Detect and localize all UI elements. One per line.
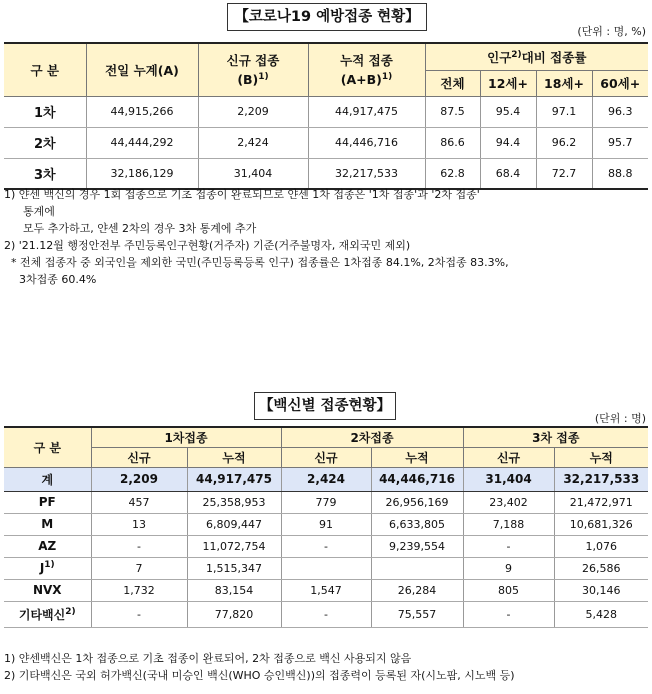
cell-d2n: 91	[281, 513, 371, 535]
cell-r12: 95.4	[480, 96, 536, 127]
header-population-rate	[425, 43, 648, 70]
cell-all: 87.5	[425, 96, 480, 127]
cell-d3n: 31,404	[463, 467, 554, 491]
cell-cum: 44,446,716	[308, 127, 425, 158]
footnotes-section1	[4, 186, 650, 288]
header-cum-sup: 1)	[381, 71, 393, 82]
unit-label: (단위 : 명, %)	[577, 25, 646, 38]
cell-r60: 95.7	[592, 127, 648, 158]
cell-all: 86.6	[425, 127, 480, 158]
row-label	[4, 467, 91, 491]
cell-new: 2,424	[198, 127, 308, 158]
cell-d3c: 10,681,326	[554, 513, 648, 535]
footnote2-1: 1) 얀센백신은 1차 접종으로 기초 접종이 완료되어, 2차 접종으로 백신 사용되지 않음	[4, 652, 412, 665]
cell-d2c: 44,446,716	[371, 467, 463, 491]
header-rate-post: 대비 접종률	[521, 49, 587, 65]
vaccination-status-title: 【코로나19 예방접종 현황】	[227, 3, 427, 31]
row-label-text: J	[39, 561, 45, 575]
cell-d1c: 44,917,475	[187, 467, 281, 491]
cell-d1c: 6,809,447	[187, 513, 281, 535]
header-new-main: 신규 접종	[226, 52, 280, 68]
cell-d3n: -	[463, 601, 554, 627]
row-label-text: PF	[38, 495, 56, 509]
header-cum-sub: (A+B)	[340, 71, 382, 87]
cell-d1n: 1,732	[91, 579, 187, 601]
cell-d2n: 1,547	[281, 579, 371, 601]
cell-d2n: -	[281, 535, 371, 557]
table-row	[4, 158, 648, 189]
footnotes-section2	[4, 650, 650, 684]
header-all: 전체	[425, 70, 480, 96]
cell-cum: 32,217,533	[308, 158, 425, 189]
vaccine-type-title: 【백신별 접종현황】	[254, 392, 396, 420]
total-row	[4, 467, 648, 491]
cell-r60: 88.8	[592, 158, 648, 189]
cell-prev: 44,444,292	[86, 127, 198, 158]
row-label: 2차	[4, 127, 86, 158]
cell-d2c: 26,284	[371, 579, 463, 601]
vaccine-type-table	[4, 426, 648, 628]
row-label-sup: 1)	[44, 560, 55, 570]
cell-r12: 68.4	[480, 158, 536, 189]
header2-dose3: 3차 접종	[463, 427, 648, 447]
footnote-3-cont: 3차접종 60.4%	[19, 273, 97, 286]
row-label: 3차	[4, 158, 86, 189]
table-row	[4, 491, 648, 513]
cell-d3c: 26,586	[554, 557, 648, 579]
cell-d3n: -	[463, 535, 554, 557]
row-label	[4, 601, 91, 627]
cell-d1n: 457	[91, 491, 187, 513]
cell-d2n: 779	[281, 491, 371, 513]
cell-r18: 72.7	[536, 158, 592, 189]
header-rate-pre: 인구	[487, 49, 512, 65]
header2-cum: 누적	[187, 447, 281, 467]
footnote2-2: 2) 기타백신은 국외 허가백신(국내 미승인 백신(WHO 승인백신))의 접종력이 등록된 자(시노팜, 시노백 등)	[4, 669, 515, 682]
row-label-sup: 2)	[65, 606, 76, 617]
cell-d1c: 83,154	[187, 579, 281, 601]
cell-r18: 97.1	[536, 96, 592, 127]
cell-cum: 44,917,475	[308, 96, 425, 127]
row-label-text: NVX	[32, 583, 62, 597]
header2-cum: 누적	[554, 447, 648, 467]
header2-cum: 누적	[371, 447, 463, 467]
cell-d1c: 77,820	[187, 601, 281, 627]
cell-d1n: 13	[91, 513, 187, 535]
cell-d1n: -	[91, 535, 187, 557]
row-label	[4, 535, 91, 557]
row-label-text: 계	[41, 472, 54, 487]
cell-d2c: 6,633,805	[371, 513, 463, 535]
row-label	[4, 491, 91, 513]
cell-d1c: 11,072,754	[187, 535, 281, 557]
cell-d2c	[371, 557, 463, 579]
cell-d2n	[281, 557, 371, 579]
header2-category: 구 분	[4, 427, 91, 467]
cell-d2c: 26,956,169	[371, 491, 463, 513]
header-age12: 12세+	[480, 70, 536, 96]
header2-new: 신규	[463, 447, 554, 467]
row-label-text: M	[41, 517, 54, 531]
cell-d3c: 21,472,971	[554, 491, 648, 513]
table-row	[4, 579, 648, 601]
cell-d1c: 25,358,953	[187, 491, 281, 513]
header2-dose1: 1차접종	[91, 427, 281, 447]
header-prev-cumulative: 전일 누계(A)	[86, 43, 198, 96]
table-row	[4, 127, 648, 158]
row-label: 1차	[4, 96, 86, 127]
cell-d1c: 1,515,347	[187, 557, 281, 579]
header2-new: 신규	[91, 447, 187, 467]
header-age18: 18세+	[536, 70, 592, 96]
cell-d1n: 7	[91, 557, 187, 579]
cell-d3c: 32,217,533	[554, 467, 648, 491]
header-cum-main: 누적 접종	[340, 52, 393, 68]
cell-d1n: 2,209	[91, 467, 187, 491]
table-row	[4, 96, 648, 127]
row-label	[4, 513, 91, 535]
cell-r18: 96.2	[536, 127, 592, 158]
footnote-1-cont2: 모두 추가하고, 얀센 2차의 경우 3차 통계에 추가	[23, 222, 257, 235]
cell-d3c: 5,428	[554, 601, 648, 627]
header-rate-sup: 2)	[511, 49, 522, 60]
row-label-text: 기타백신	[18, 607, 66, 622]
header-new-sup: 1)	[258, 71, 269, 82]
cell-d2n: 2,424	[281, 467, 371, 491]
cell-d3c: 30,146	[554, 579, 648, 601]
cell-d3n: 9	[463, 557, 554, 579]
cell-new: 2,209	[198, 96, 308, 127]
cell-r60: 96.3	[592, 96, 648, 127]
cell-d3n: 23,402	[463, 491, 554, 513]
cell-d3c: 1,076	[554, 535, 648, 557]
row-label-text: AZ	[38, 539, 57, 553]
cell-r12: 94.4	[480, 127, 536, 158]
footnote-1: 1) 얀센 백신의 경우 1회 접종으로 기초 접종이 완료되므로 얀센 1차 접종은 '1차 접종'과 '2차 접종'	[4, 188, 480, 201]
footnote-1-cont: 통계에	[23, 205, 55, 218]
cell-d3n: 805	[463, 579, 554, 601]
cell-d2c: 75,557	[371, 601, 463, 627]
header2-dose2: 2차접종	[281, 427, 463, 447]
header-cumulative-doses	[308, 43, 425, 96]
row-label	[4, 557, 91, 579]
footnote-2: 2) '21.12월 행정안전부 주민등록인구현황(거주자) 기준(거주불명자, 재외국민 제외)	[4, 239, 411, 252]
header-age60: 60세+	[592, 70, 648, 96]
row-label	[4, 579, 91, 601]
cell-d2n: -	[281, 601, 371, 627]
unit-label-2: (단위 : 명)	[594, 412, 646, 425]
table-row	[4, 557, 648, 579]
header-category: 구 분	[4, 43, 86, 96]
cell-all: 62.8	[425, 158, 480, 189]
cell-prev: 44,915,266	[86, 96, 198, 127]
cell-new: 31,404	[198, 158, 308, 189]
table-row	[4, 535, 648, 557]
cell-prev: 32,186,129	[86, 158, 198, 189]
cell-d1n: -	[91, 601, 187, 627]
header-new-doses	[198, 43, 308, 96]
header2-new: 신규	[281, 447, 371, 467]
vaccination-status-table	[4, 42, 648, 190]
table-row	[4, 601, 648, 627]
table-row	[4, 513, 648, 535]
footnote-3: * 전체 접종자 중 외국인을 제외한 국민(주민등록등록 인구) 접종률은 1차접종 84.1%, 2차접종 83.3%,	[11, 256, 509, 269]
cell-d2c: 9,239,554	[371, 535, 463, 557]
cell-d3n: 7,188	[463, 513, 554, 535]
header-new-sub: (B)	[237, 71, 259, 87]
